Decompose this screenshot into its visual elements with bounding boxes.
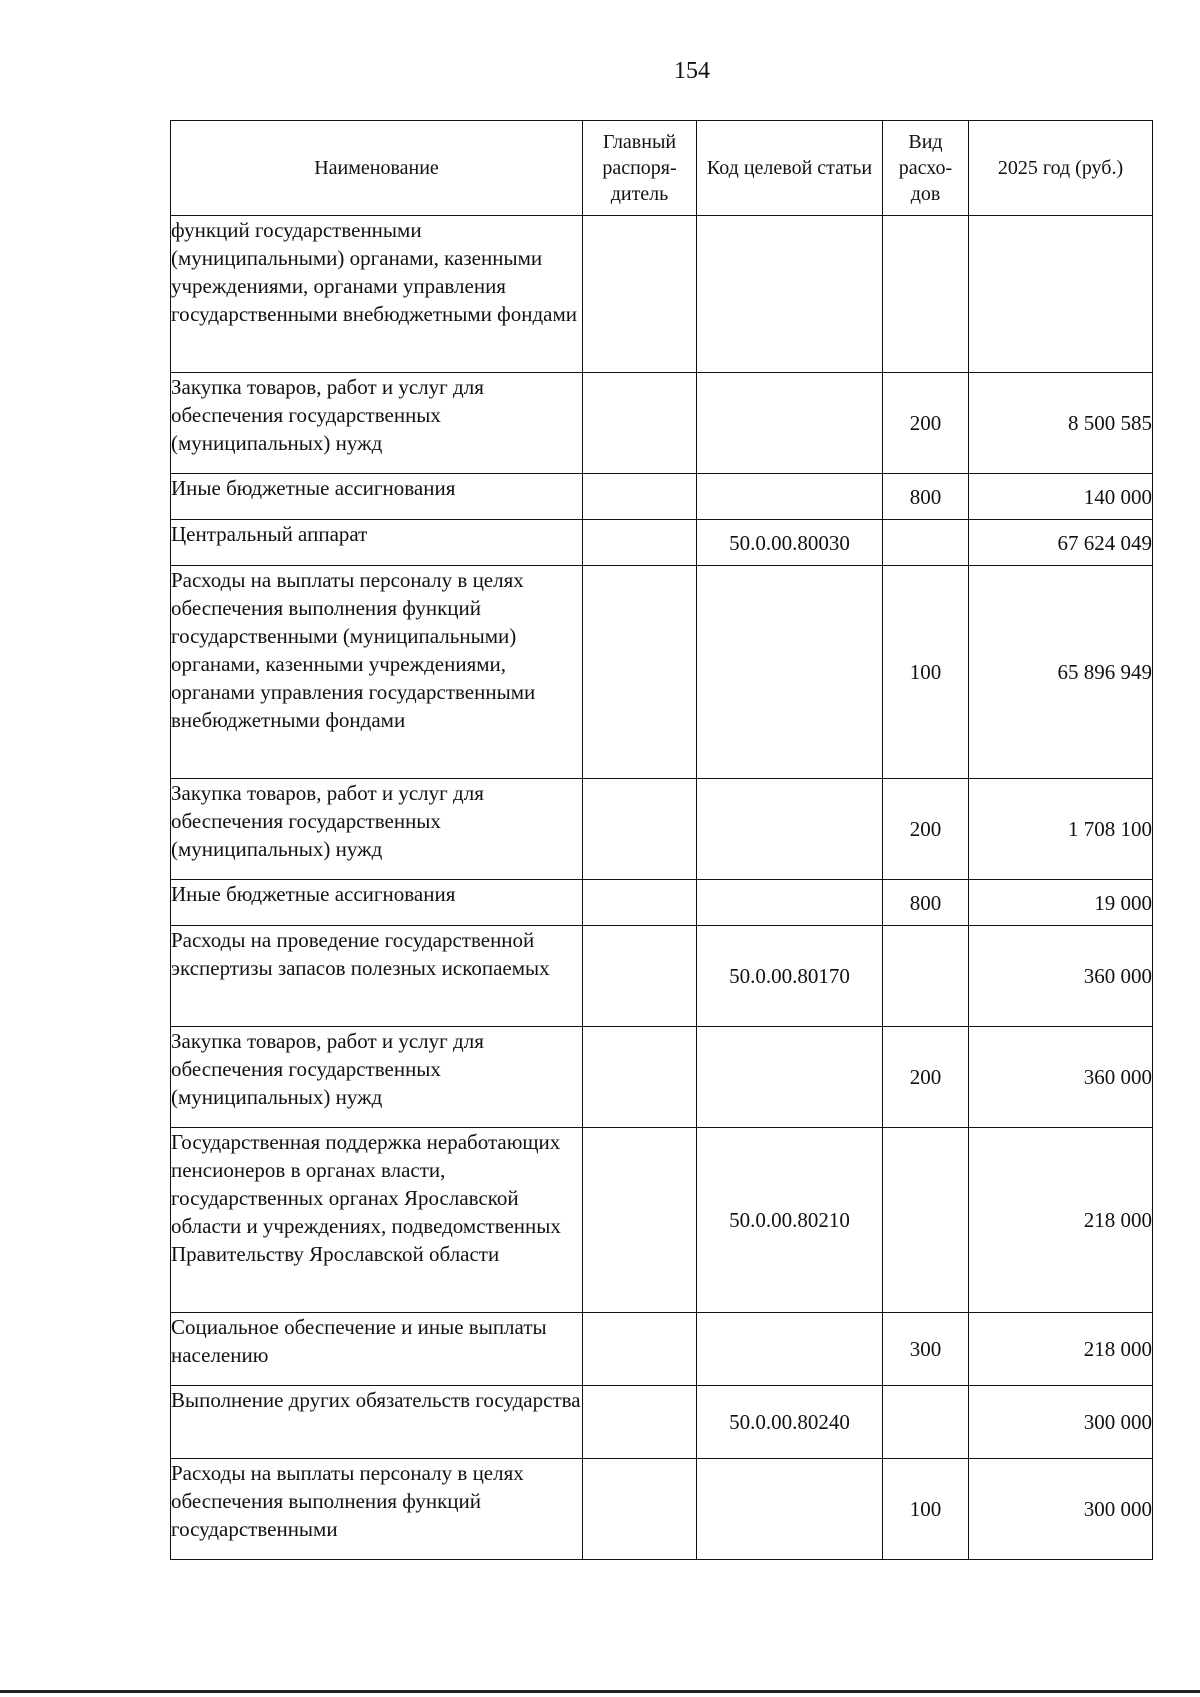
- cell-amount: 360 000: [969, 926, 1153, 1027]
- cell-amount: 140 000: [969, 474, 1153, 520]
- cell-name: Расходы на выплаты персоналу в целях обеспечения выполнения функций государственными: [171, 1459, 583, 1560]
- budget-table: [170, 120, 1153, 1560]
- cell-amount: 218 000: [969, 1128, 1153, 1313]
- cell-expense-type: 300: [883, 1313, 969, 1386]
- cell-code: [697, 216, 883, 373]
- cell-expense-type: [883, 1386, 969, 1459]
- cell-name: функций государственными (муниципальными) органами, казенными учреждениями, органами управления государственными внебюджетными фондами: [171, 216, 583, 373]
- header-manager: Главный распоря-дитель: [583, 121, 697, 216]
- cell-code: 50.0.00.80240: [697, 1386, 883, 1459]
- cell-manager: [583, 926, 697, 1027]
- cell-amount: [969, 216, 1153, 373]
- cell-name: Выполнение других обязательств государства: [171, 1386, 583, 1459]
- cell-manager: [583, 216, 697, 373]
- cell-expense-type: 200: [883, 373, 969, 474]
- cell-amount: 65 896 949: [969, 566, 1153, 779]
- cell-amount: 360 000: [969, 1027, 1153, 1128]
- cell-manager: [583, 1459, 697, 1560]
- header-name: Наименование: [171, 121, 583, 216]
- cell-code: 50.0.00.80170: [697, 926, 883, 1027]
- table-row: [171, 566, 1153, 779]
- cell-name: Государственная поддержка неработающих пенсионеров в органах власти, государственных органах Ярославской области и учреждениях, подведомственных Правительству Ярославской области: [171, 1128, 583, 1313]
- cell-code: 50.0.00.80030: [697, 520, 883, 566]
- cell-code: [697, 474, 883, 520]
- cell-expense-type: 200: [883, 1027, 969, 1128]
- table-row: [171, 1386, 1153, 1459]
- table-row: [171, 373, 1153, 474]
- cell-name: Социальное обеспечение и иные выплаты населению: [171, 1313, 583, 1386]
- cell-name: Закупка товаров, работ и услуг для обеспечения государственных (муниципальных) нужд: [171, 373, 583, 474]
- cell-code: [697, 1313, 883, 1386]
- cell-name: Иные бюджетные ассигнования: [171, 474, 583, 520]
- header-amount-2025: 2025 год (руб.): [969, 121, 1153, 216]
- cell-amount: 67 624 049: [969, 520, 1153, 566]
- table-row: [171, 779, 1153, 880]
- table-row: [171, 216, 1153, 373]
- cell-manager: [583, 880, 697, 926]
- cell-expense-type: [883, 520, 969, 566]
- cell-code: [697, 779, 883, 880]
- cell-expense-type: [883, 926, 969, 1027]
- cell-amount: 300 000: [969, 1386, 1153, 1459]
- cell-code: [697, 1027, 883, 1128]
- bottom-rule: [0, 1690, 1200, 1693]
- cell-manager: [583, 1386, 697, 1459]
- table-row: [171, 1459, 1153, 1560]
- cell-expense-type: 100: [883, 566, 969, 779]
- cell-manager: [583, 566, 697, 779]
- cell-expense-type: [883, 1128, 969, 1313]
- header-code: Код целевой статьи: [697, 121, 883, 216]
- table-row: [171, 1027, 1153, 1128]
- cell-expense-type: [883, 216, 969, 373]
- cell-code: 50.0.00.80210: [697, 1128, 883, 1313]
- cell-amount: 19 000: [969, 880, 1153, 926]
- cell-manager: [583, 373, 697, 474]
- table-row: [171, 1313, 1153, 1386]
- cell-expense-type: 800: [883, 474, 969, 520]
- table-row: [171, 474, 1153, 520]
- cell-name: Закупка товаров, работ и услуг для обеспечения государственных (муниципальных) нужд: [171, 1027, 583, 1128]
- cell-expense-type: 200: [883, 779, 969, 880]
- cell-expense-type: 800: [883, 880, 969, 926]
- cell-manager: [583, 1313, 697, 1386]
- table-row: [171, 520, 1153, 566]
- table-row: [171, 1128, 1153, 1313]
- page-number: 154: [674, 58, 710, 84]
- table-row: [171, 926, 1153, 1027]
- cell-amount: 218 000: [969, 1313, 1153, 1386]
- cell-name: Центральный аппарат: [171, 520, 583, 566]
- cell-amount: 300 000: [969, 1459, 1153, 1560]
- cell-code: [697, 566, 883, 779]
- cell-amount: 1 708 100: [969, 779, 1153, 880]
- cell-manager: [583, 520, 697, 566]
- cell-code: [697, 880, 883, 926]
- cell-expense-type: 100: [883, 1459, 969, 1560]
- table-row: [171, 880, 1153, 926]
- cell-code: [697, 1459, 883, 1560]
- cell-name: Иные бюджетные ассигнования: [171, 880, 583, 926]
- table-body: [171, 216, 1153, 1560]
- cell-name: Расходы на проведение государственной экспертизы запасов полезных ископаемых: [171, 926, 583, 1027]
- cell-code: [697, 373, 883, 474]
- cell-name: Расходы на выплаты персоналу в целях обеспечения выполнения функций государственными (муниципальными) органами, казенными учреждениями, органами управления государственными внебюджетными фондами: [171, 566, 583, 779]
- header-expense-type: Вид расхо-дов: [883, 121, 969, 216]
- cell-manager: [583, 474, 697, 520]
- cell-name: Закупка товаров, работ и услуг для обеспечения государственных (муниципальных) нужд: [171, 779, 583, 880]
- cell-amount: 8 500 585: [969, 373, 1153, 474]
- cell-manager: [583, 779, 697, 880]
- table-header-row: [171, 121, 1153, 216]
- cell-manager: [583, 1027, 697, 1128]
- cell-manager: [583, 1128, 697, 1313]
